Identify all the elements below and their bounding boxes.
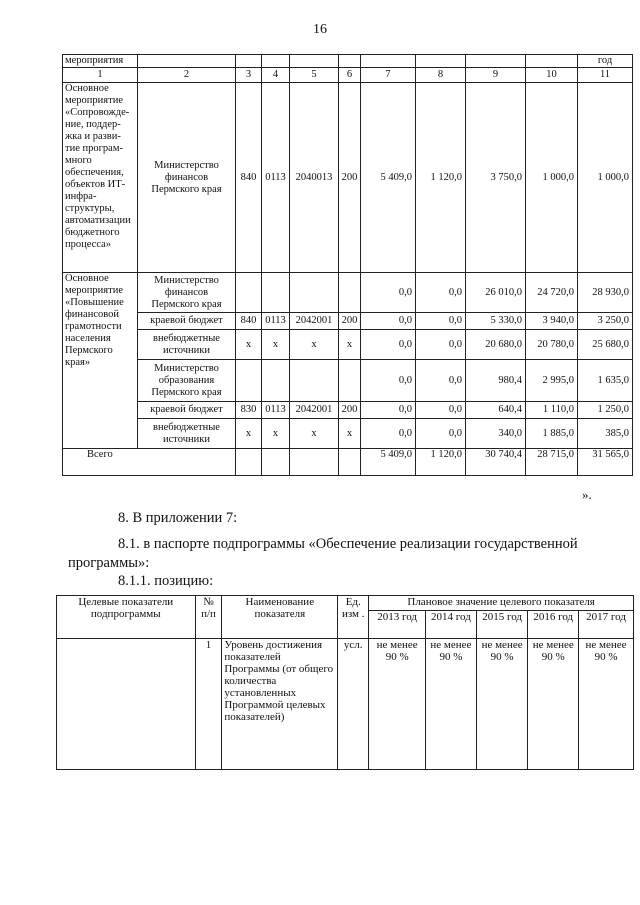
csr-cell: 2042001 (290, 402, 339, 419)
empty-cell (57, 639, 196, 770)
value-cell: 0,0 (361, 419, 416, 449)
table-row (63, 313, 633, 330)
vr-cell: х (339, 419, 361, 449)
value-cell: 1 000,0 (526, 83, 578, 273)
indicator-name: Уровень достижения показателей Программы (от общего количества установленных Программой целевых показателей) (222, 639, 338, 770)
value-cell: 980,4 (466, 360, 526, 402)
value-cell: не менее 90 % (369, 639, 426, 770)
activity-name: Основное мероприятие «Сопровожде-ние, поддер-жка и разви-тие програм-много обеспечения, объектов ИТ-инфра-структуры, автоматизации бюджетного процесса» (63, 83, 138, 273)
index-cell: 9 (466, 68, 526, 83)
grbs-cell (236, 360, 262, 402)
grbs-cell: х (236, 419, 262, 449)
index-cell: 10 (526, 68, 578, 83)
csr-cell (290, 360, 339, 402)
total-value: 1 120,0 (416, 449, 466, 476)
value-cell: 20 780,0 (526, 330, 578, 360)
index-cell: 2 (138, 68, 236, 83)
value-cell: 28 930,0 (578, 273, 633, 313)
header-cell: год (578, 55, 633, 68)
table-row (63, 402, 633, 419)
header-cell (262, 55, 290, 68)
value-cell: 1 250,0 (578, 402, 633, 419)
header-cell (138, 55, 236, 68)
vr-cell: 200 (339, 83, 361, 273)
value-cell: 0,0 (416, 419, 466, 449)
row-number: 1 (195, 639, 222, 770)
unit-cell: усл. (338, 639, 369, 770)
csr-cell: х (290, 330, 339, 360)
paragraph-line: программы»: (68, 555, 150, 571)
value-cell: 385,0 (578, 419, 633, 449)
header-cell (466, 55, 526, 68)
header-targets: Целевые показатели подпрограммы (57, 596, 196, 639)
executor-cell: Министерство финансов Пермского края (138, 273, 236, 313)
value-cell: 1 120,0 (416, 83, 466, 273)
paragraph-appendix: 8. В приложении 7: (118, 510, 238, 526)
header-cell (236, 55, 262, 68)
grbs-cell (236, 273, 262, 313)
rz-cell: 0113 (262, 313, 290, 330)
total-value: 30 740,4 (466, 449, 526, 476)
value-cell: 0,0 (416, 273, 466, 313)
value-cell: 3 750,0 (466, 83, 526, 273)
table-header-row (63, 55, 633, 68)
value-cell: 0,0 (361, 330, 416, 360)
value-cell: не менее 90 % (476, 639, 528, 770)
value-cell: 640,4 (466, 402, 526, 419)
table-row (63, 330, 633, 360)
index-cell: 4 (262, 68, 290, 83)
year-cell: 2014 год (426, 611, 477, 639)
total-label: Всего (63, 449, 236, 476)
paragraph-position: 8.1.1. позицию: (118, 573, 214, 589)
executor-cell: краевой бюджет (138, 402, 236, 419)
year-cell: 2015 год (476, 611, 528, 639)
header-cell: мероприятия (63, 55, 138, 68)
index-cell: 5 (290, 68, 339, 83)
empty-cell (290, 449, 339, 476)
value-cell: 25 680,0 (578, 330, 633, 360)
csr-cell: 2040013 (290, 83, 339, 273)
header-cell (416, 55, 466, 68)
column-index-row (63, 68, 633, 83)
header-plan: Плановое значение целевого показателя (369, 596, 634, 611)
header-cell (290, 55, 339, 68)
executor-cell: Министерство образования Пермского края (138, 360, 236, 402)
activity-name: Основное мероприятие «Повышение финансовой грамотности населения Пермского края» (63, 273, 138, 449)
rz-cell: х (262, 419, 290, 449)
table-row (57, 639, 634, 770)
executor-cell: внебюджетные источники (138, 330, 236, 360)
index-cell: 1 (63, 68, 138, 83)
index-cell: 8 (416, 68, 466, 83)
value-cell: 0,0 (361, 402, 416, 419)
header-number: № п/п (195, 596, 222, 639)
header-name: Наименование показателя (222, 596, 338, 639)
value-cell: 5 330,0 (466, 313, 526, 330)
vr-cell: 200 (339, 313, 361, 330)
grbs-cell: 840 (236, 83, 262, 273)
value-cell: 0,0 (361, 273, 416, 313)
value-cell: 26 010,0 (466, 273, 526, 313)
rz-cell: х (262, 330, 290, 360)
rz-cell: 0113 (262, 402, 290, 419)
total-value: 31 565,0 (578, 449, 633, 476)
rz-cell (262, 360, 290, 402)
empty-cell (339, 449, 361, 476)
value-cell: 1 885,0 (526, 419, 578, 449)
paragraph-passport (68, 535, 608, 573)
value-cell: 1 635,0 (578, 360, 633, 402)
rz-cell: 0113 (262, 83, 290, 273)
vr-cell (339, 273, 361, 313)
executor-cell: Министерство финансов Пермского края (138, 83, 236, 273)
grbs-cell: 840 (236, 313, 262, 330)
header-cell (339, 55, 361, 68)
value-cell: 3 940,0 (526, 313, 578, 330)
table-row (63, 273, 633, 313)
vr-cell: 200 (339, 402, 361, 419)
value-cell: 2 995,0 (526, 360, 578, 402)
value-cell: не менее 90 % (579, 639, 634, 770)
value-cell: не менее 90 % (426, 639, 477, 770)
index-cell: 3 (236, 68, 262, 83)
table-header-row (57, 596, 634, 611)
value-cell: не менее 90 % (528, 639, 579, 770)
value-cell: 0,0 (416, 330, 466, 360)
vr-cell: х (339, 330, 361, 360)
vr-cell (339, 360, 361, 402)
value-cell: 0,0 (361, 360, 416, 402)
csr-cell: 2042001 (290, 313, 339, 330)
index-cell: 6 (339, 68, 361, 83)
grbs-cell: х (236, 330, 262, 360)
value-cell: 0,0 (416, 402, 466, 419)
year-cell: 2013 год (369, 611, 426, 639)
header-cell (361, 55, 416, 68)
executor-cell: краевой бюджет (138, 313, 236, 330)
value-cell: 24 720,0 (526, 273, 578, 313)
page-number: 16 (313, 22, 327, 37)
index-cell: 11 (578, 68, 633, 83)
year-cell: 2017 год (579, 611, 634, 639)
value-cell: 3 250,0 (578, 313, 633, 330)
grbs-cell: 830 (236, 402, 262, 419)
value-cell: 1 110,0 (526, 402, 578, 419)
table-row (63, 419, 633, 449)
paragraph-line: 8.1. в паспорте подпрограммы «Обеспечение реализации государственной (118, 536, 578, 552)
value-cell: 0,0 (416, 360, 466, 402)
executor-cell: внебюджетные источники (138, 419, 236, 449)
value-cell: 340,0 (466, 419, 526, 449)
empty-cell (262, 449, 290, 476)
value-cell: 0,0 (416, 313, 466, 330)
value-cell: 5 409,0 (361, 83, 416, 273)
total-row (63, 449, 633, 476)
value-cell: 0,0 (361, 313, 416, 330)
csr-cell: х (290, 419, 339, 449)
header-unit: Ед. изм . (338, 596, 369, 639)
rz-cell (262, 273, 290, 313)
header-cell (526, 55, 578, 68)
table-row (63, 83, 633, 273)
year-cell: 2016 год (528, 611, 579, 639)
financing-table (62, 54, 633, 476)
total-value: 28 715,0 (526, 449, 578, 476)
value-cell: 1 000,0 (578, 83, 633, 273)
total-value: 5 409,0 (361, 449, 416, 476)
indicators-table (56, 595, 634, 770)
index-cell: 7 (361, 68, 416, 83)
closing-quote: ». (582, 487, 592, 502)
csr-cell (290, 273, 339, 313)
empty-cell (236, 449, 262, 476)
value-cell: 20 680,0 (466, 330, 526, 360)
table-row (63, 360, 633, 402)
